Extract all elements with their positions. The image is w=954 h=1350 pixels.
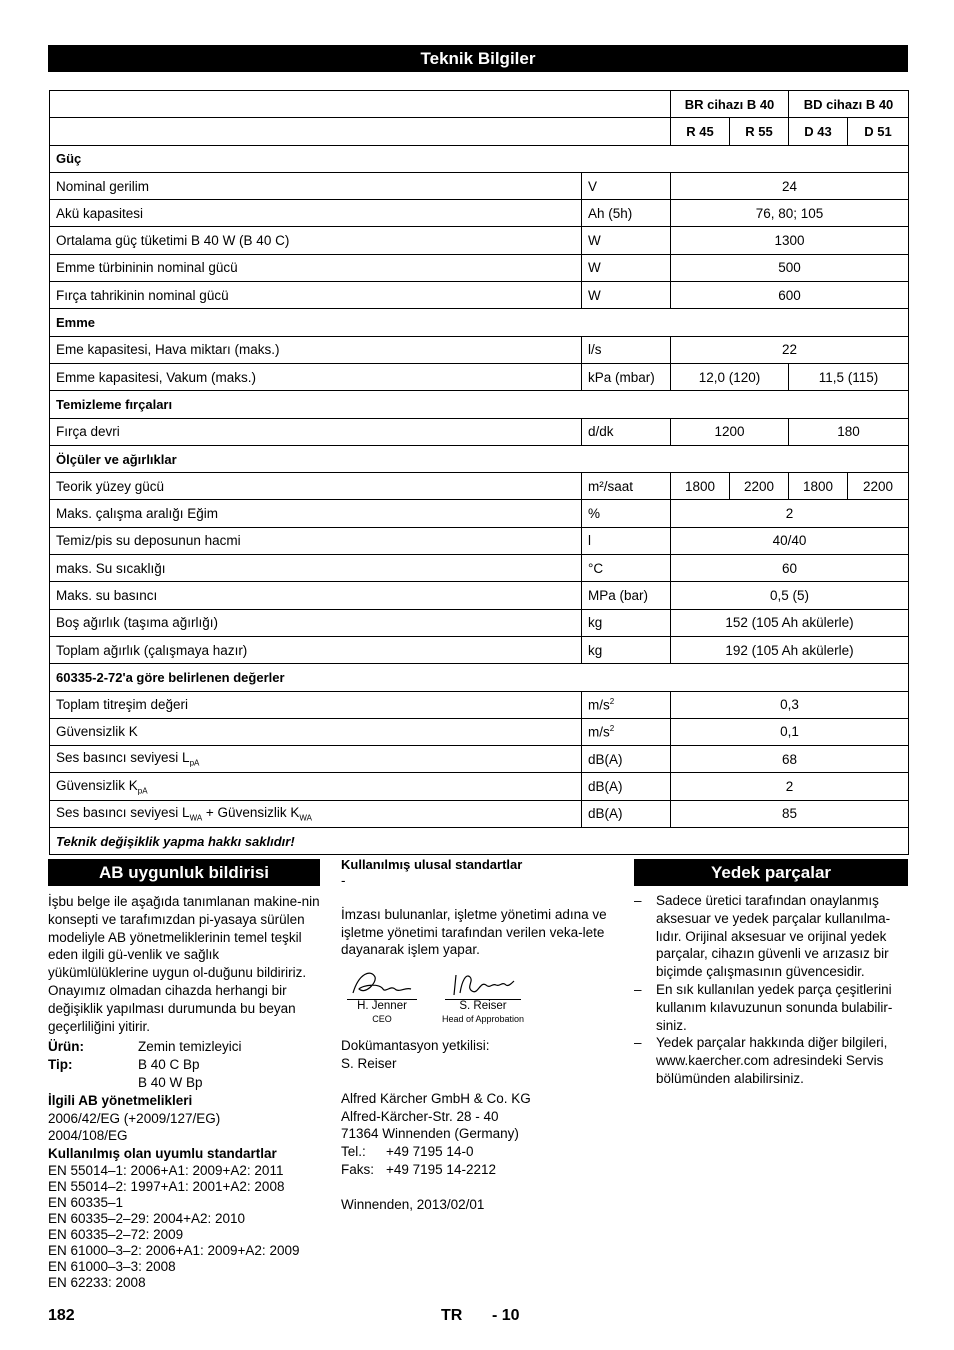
spare-parts-title: Yedek parçalar: [634, 859, 908, 886]
section-page-number: - 10: [492, 1307, 520, 1324]
directive-item: 2006/42/EG (+2009/127/EG): [48, 1110, 221, 1126]
row-unit: MPa (bar): [582, 582, 671, 609]
row-value: 0,1: [671, 718, 909, 745]
row-unit: l/s: [582, 336, 671, 363]
company-street: Alfred-Kärcher-Str. 28 - 40: [341, 1108, 499, 1124]
row-label: Nominal gerilim: [50, 172, 582, 199]
type-value-2: B 40 W Bp: [138, 1074, 203, 1090]
standard-item: EN 55014–1: 2006+A1: 2009+A2: 2011: [48, 1162, 284, 1178]
signature-jenner: H. Jenner CEO: [347, 967, 417, 1029]
standard-item: EN 61000–3–3: 2008: [48, 1258, 176, 1274]
row-unit: W: [582, 227, 671, 254]
row-value: 600: [671, 282, 909, 309]
national-standards-value: -: [341, 872, 346, 888]
row-value: 68: [671, 746, 909, 773]
row-value-br: 12,0 (120): [671, 363, 789, 390]
table-row: [50, 773, 909, 800]
directive-item: 2004/108/EG: [48, 1128, 128, 1144]
table-row: [50, 800, 909, 827]
table-row: [50, 227, 909, 254]
table-row: [50, 500, 909, 527]
row-label: Eme kapasitesi, Hava miktarı (maks.): [50, 336, 582, 363]
bd-header: BD cihazı B 40: [789, 91, 909, 118]
row-label: Güvensizlik $K_{pA}$: [50, 773, 582, 800]
product-key: Ürün:: [48, 1039, 84, 1055]
row-unit: kPa (mbar): [582, 363, 671, 390]
table-row: [50, 172, 909, 199]
fax-key: Faks:: [341, 1161, 375, 1177]
standard-item: EN 62233: 2008: [48, 1274, 146, 1290]
list-item: – En sık kullanılan yedek parça çeşitlerini kullanım kılavuzunun sonunda bulabilir-siniz.: [634, 981, 893, 1033]
row-unit: dB(A): [582, 773, 671, 800]
model-r55: R 55: [730, 118, 789, 145]
br-header: BR cihazı B 40: [671, 91, 789, 118]
standard-item: EN 60335–2–72: 2009: [48, 1226, 184, 1242]
product-value: Zemin temizleyici: [138, 1039, 242, 1055]
row-value: 192 (105 Ah akülerle): [671, 636, 909, 663]
date: Winnenden, 2013/02/01: [341, 1196, 485, 1212]
tech-spec-table: [49, 90, 909, 855]
row-unit: W: [582, 282, 671, 309]
row-value: 2: [671, 500, 909, 527]
list-item: – Sadece üretici tarafından onaylanmış aksesuar ve yedek parçalar kullanılma-lıdır. Orijinal aksesuar ve orijinal yedek parçalar, cihazın güvenli ve arızasız bir biçimde çalışmasının güvencesidir.: [634, 893, 891, 980]
row-unit: dB(A): [582, 800, 671, 827]
ec-declaration-title: AB uygunluk bildirisi: [48, 859, 320, 886]
table-model-row: [50, 118, 909, 145]
row-value: 500: [671, 254, 909, 281]
row-label: Teorik yüzey gücü: [50, 473, 582, 500]
row-unit: d/dk: [582, 418, 671, 445]
standard-item: EN 61000–3–2: 2006+A1: 2009+A2: 2009: [48, 1242, 300, 1258]
company-name: Alfred Kärcher GmbH & Co. KG: [341, 1090, 531, 1106]
section-olcu: Ölçüler ve ağırlıklar: [50, 445, 909, 472]
row-label: Ortalama güç tüketimi B 40 W (B 40 C): [50, 227, 582, 254]
row-label: maks. Su sıcaklığı: [50, 555, 582, 582]
table-row: [50, 418, 909, 445]
signature-column: [341, 856, 621, 1214]
table-row: [50, 609, 909, 636]
row-unit: Ah (5h): [582, 200, 671, 227]
reiser-signature-icon: [448, 967, 518, 999]
documentation-heading: Dokümantasyon yetkilisi:: [341, 1038, 490, 1054]
row-label: Maks. çalışma aralığı Eğim: [50, 500, 582, 527]
national-standards-heading: Kullanılmış ulusal standartlar: [341, 857, 523, 872]
row-value: 152 (105 Ah akülerle): [671, 609, 909, 636]
row-label: Toplam titreşim değeri: [50, 691, 582, 718]
row-value: 1300: [671, 227, 909, 254]
table-row: [50, 254, 909, 281]
standards-heading: Kullanılmış olan uyumlu standartlar: [48, 1146, 277, 1162]
standard-item: EN 55014–2: 1997+A1: 2001+A2: 2008: [48, 1178, 285, 1194]
section-firca: Temizleme fırçaları: [50, 391, 909, 418]
row-value-d51: 2200: [848, 473, 909, 500]
row-value-d43: 1800: [789, 473, 848, 500]
table-row: [50, 336, 909, 363]
table-footnote: Teknik değişiklik yapma hakkı saklıdır!: [50, 828, 909, 855]
tel-key: Tel.:: [341, 1144, 366, 1160]
row-value: 40/40: [671, 527, 909, 554]
row-label: Temiz/pis su deposunun hacmi: [50, 527, 582, 554]
table-row: [50, 691, 909, 718]
row-value: 85: [671, 800, 909, 827]
standard-item: EN 60335–2–29: 2004+A2: 2010: [48, 1210, 246, 1226]
table-row: [50, 200, 909, 227]
model-d51: D 51: [848, 118, 909, 145]
section-guc: Güç: [50, 145, 909, 172]
tel-value: +49 7195 14-0: [386, 1144, 474, 1160]
table-row: [50, 718, 909, 745]
row-value: 24: [671, 172, 909, 199]
row-value: 22: [671, 336, 909, 363]
row-value-r55: 2200: [730, 473, 789, 500]
row-label: Akü kapasitesi: [50, 200, 582, 227]
table-header-row: [50, 91, 909, 118]
spare-parts-list: [634, 892, 910, 1088]
list-item: – Yedek parçalar hakkında diğer bilgileri, www.kaercher.com adresindeki Servis bölümünden alabilirsiniz.: [634, 1035, 888, 1086]
ec-declaration: [48, 893, 328, 1291]
row-label: Emme türbininin nominal gücü: [50, 254, 582, 281]
type-key: Tip:: [48, 1057, 73, 1073]
row-value-r45: 1800: [671, 473, 730, 500]
model-d43: D 43: [789, 118, 848, 145]
table-row: [50, 636, 909, 663]
row-value: 76, 80; 105: [671, 200, 909, 227]
jenner-signature-icon: [349, 967, 415, 999]
row-unit: l: [582, 527, 671, 554]
row-label: Fırça devri: [50, 418, 582, 445]
row-label: Toplam ağırlık (çalışmaya hazır): [50, 636, 582, 663]
row-label: Boş ağırlık (taşıma ağırlığı): [50, 609, 582, 636]
model-r45: R 45: [671, 118, 730, 145]
row-label: Maks. su basıncı: [50, 582, 582, 609]
page-number: 182: [48, 1307, 75, 1324]
table-row: [50, 527, 909, 554]
row-label: Fırça tahrikinin nominal gücü: [50, 282, 582, 309]
row-unit: $m/s^2$: [582, 718, 671, 745]
documentation-value: S. Reiser: [341, 1055, 397, 1071]
row-unit: kg: [582, 609, 671, 636]
type-value-1: B 40 C Bp: [138, 1057, 200, 1073]
row-unit: °C: [582, 555, 671, 582]
table-row: [50, 282, 909, 309]
table-row: [50, 582, 909, 609]
row-unit: W: [582, 254, 671, 281]
directives-heading: İlgili AB yönetmelikleri: [48, 1092, 193, 1108]
row-value-bd: 180: [789, 418, 909, 445]
row-unit: dB(A): [582, 746, 671, 773]
row-value: 2: [671, 773, 909, 800]
section-degerler: 60335-2-72'a göre belirlenen değerler: [50, 664, 909, 691]
signatures: [341, 967, 621, 1029]
row-unit: %: [582, 500, 671, 527]
signature-reiser: S. Reiser Head of Approbation: [433, 967, 533, 1029]
row-label: Ses basıncı seviyesi $L_{pA}$: [50, 746, 582, 773]
row-label: Emme kapasitesi, Vakum (maks.): [50, 363, 582, 390]
row-label: Güvensizlik K: [50, 718, 582, 745]
row-unit: $m/s^2$: [582, 691, 671, 718]
row-value-bd: 11,5 (115): [789, 363, 909, 390]
signature-note: İmzası bulunanlar, işletme yönetimi adına ve işletme yönetimi tarafından verilen veka-lete dayanarak işlem yapar.: [341, 906, 607, 958]
page-title: Teknik Bilgiler: [48, 45, 908, 72]
fax-value: +49 7195 14-2212: [386, 1161, 496, 1177]
row-value-br: 1200: [671, 418, 789, 445]
section-emme: Emme: [50, 309, 909, 336]
table-row: [50, 363, 909, 390]
row-value: 0,5 (5): [671, 582, 909, 609]
row-label: Ses basıncı seviyesi $L_{WA}$ + Güvensizlik $K_{WA}$: [50, 800, 582, 827]
company-city: 71364 Winnenden (Germany): [341, 1126, 519, 1142]
table-row: [50, 555, 909, 582]
row-value: 60: [671, 555, 909, 582]
row-value: 0,3: [671, 691, 909, 718]
table-row: [50, 746, 909, 773]
row-unit: m²/saat: [582, 473, 671, 500]
standard-item: EN 60335–1: [48, 1194, 124, 1210]
language-code: TR: [441, 1307, 463, 1324]
row-unit: V: [582, 172, 671, 199]
table-row: [50, 473, 909, 500]
row-unit: kg: [582, 636, 671, 663]
ec-intro: İşbu belge ile aşağıda tanımlanan makine-nin konsepti ve tarafımızdan pi-yasaya sürülen modeliyle AB yönetmeliklerinin temel teşkil eden ilgili gü-venlik ve sağlık yükümlülüklerine uygun ol-duğunu bildiririz. Onayımız olmadan cihazda herhangi bir değişiklik yapılması durumunda bu beyan geçerliliğini yitirir.: [48, 894, 320, 1034]
